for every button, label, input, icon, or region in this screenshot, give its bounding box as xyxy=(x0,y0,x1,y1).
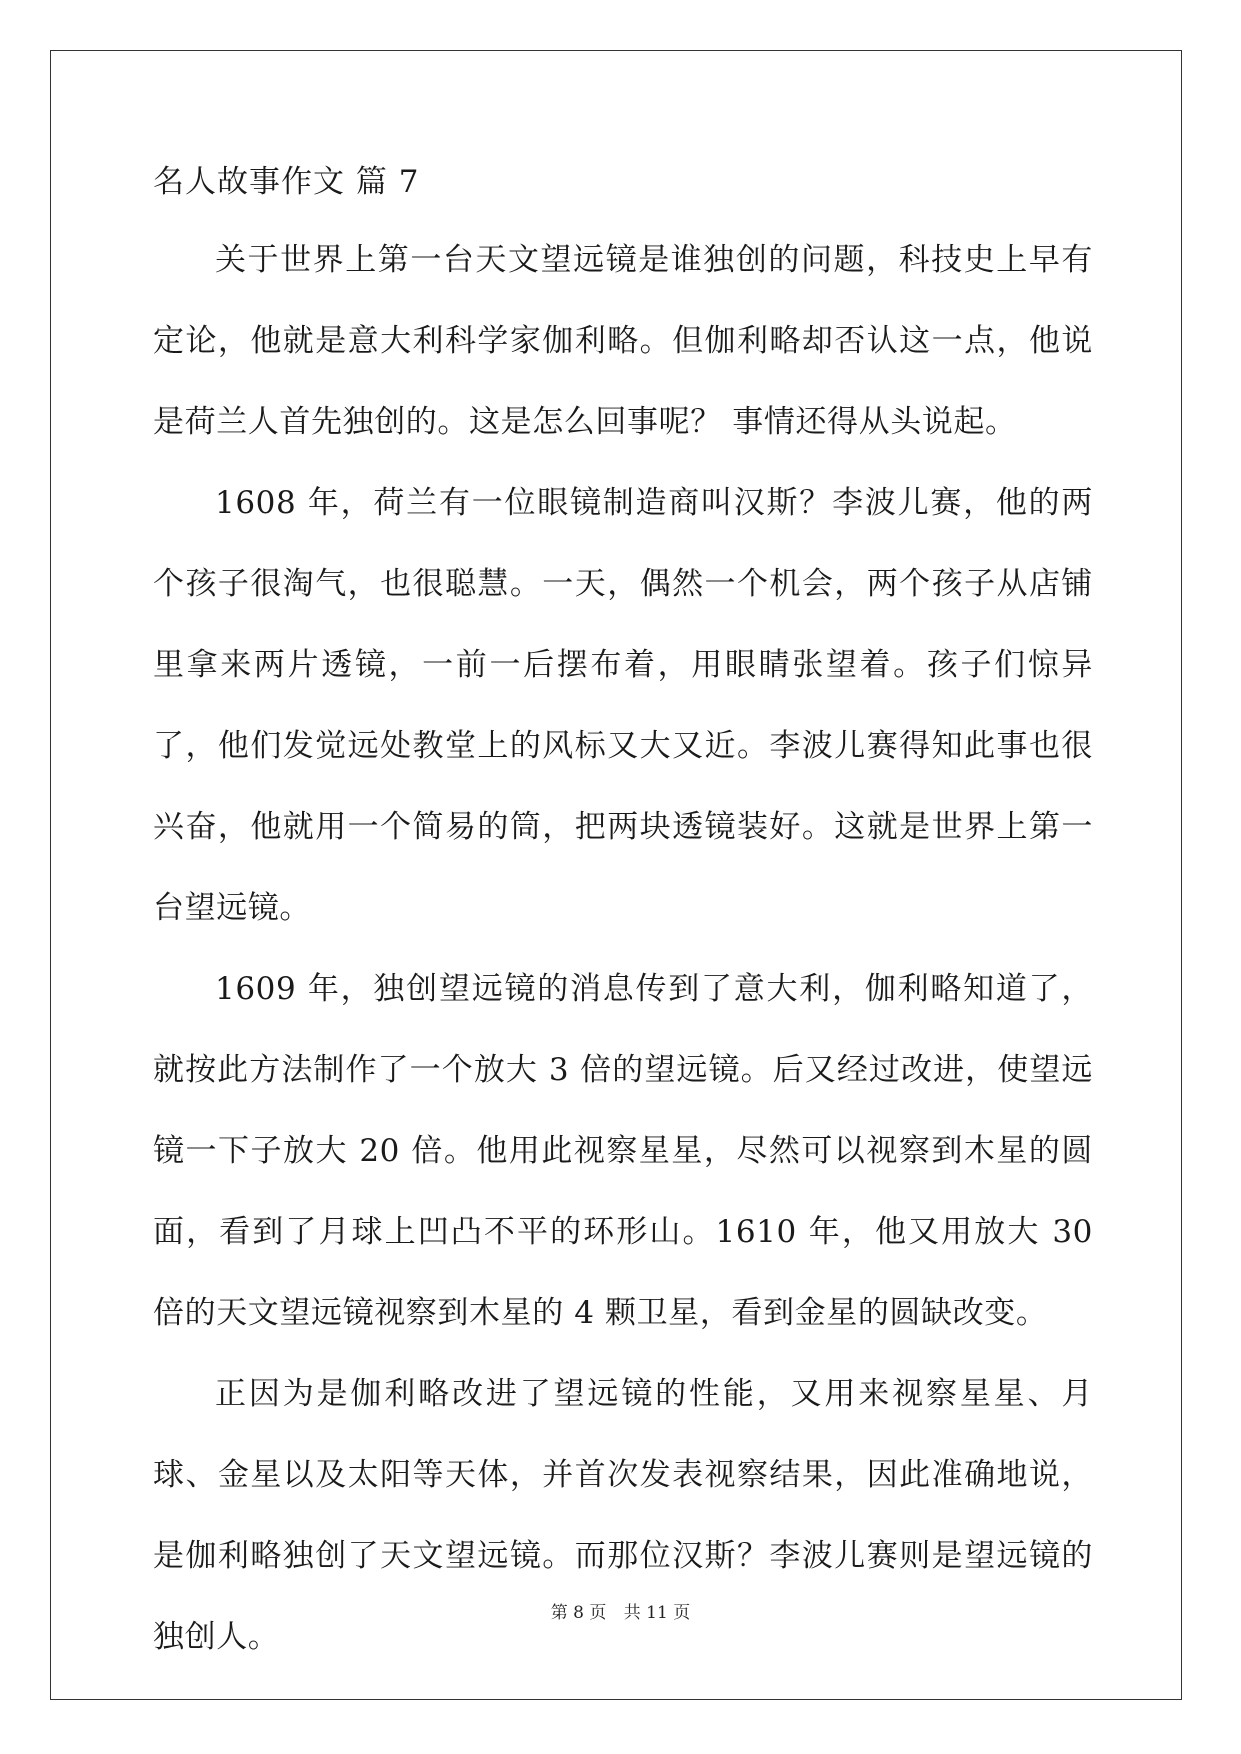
paragraph-1: 关于世界上第一台天文望远镜是谁独创的问题，科技史上早有定论，他就是意大利科学家伽利略。但伽利略却否认这一点，他说是荷兰人首先独创的。这是怎么回事呢？ 事情还得从头说起。 xyxy=(153,242,1093,440)
section-heading: 名人故事作文 篇 7 xyxy=(153,164,420,200)
paragraph-2: 1608 年，荷兰有一位眼镜制造商叫汉斯？李波儿赛，他的两个孩子很淘气，也很聪慧。一天，偶然一个机会，两个孩子从店铺里拿来两片透镜，一前一后摆布着，用眼睛张望着。孩子们惊异了，他们发觉远处教堂上的风标又大又近。李波儿赛得知此事也很兴奋，他就用一个简易的筒，把两块透镜装好。这就是世界上第一台望远镜。 xyxy=(153,485,1093,926)
page-footer xyxy=(0,1601,1241,1625)
document-body xyxy=(153,162,1093,1678)
page-number-total: 共 11 页 xyxy=(623,1603,691,1623)
paragraph-4: 正因为是伽利略改进了望远镜的性能，又用来视察星星、月球、金星以及太阳等天体，并首次发表视察结果，因此准确地说，是伽利略独创了天文望远镜。而那位汉斯？李波儿赛则是望远镜的独创人。 xyxy=(153,1376,1093,1655)
page-number-current: 第 8 页 xyxy=(550,1603,607,1623)
paragraph-3: 1609 年，独创望远镜的消息传到了意大利，伽利略知道了，就按此方法制作了一个放大 3 倍的望远镜。后又经过改进，使望远镜一下子放大 20 倍。他用此视察星星，尽然可以视察到木星的圆面，看到了月球上凹凸不平的环形山。1610 年，他又用放大 30 倍的天文望远镜视察到木星的 4 颗卫星，看到金星的圆缺改变。 xyxy=(153,971,1093,1331)
